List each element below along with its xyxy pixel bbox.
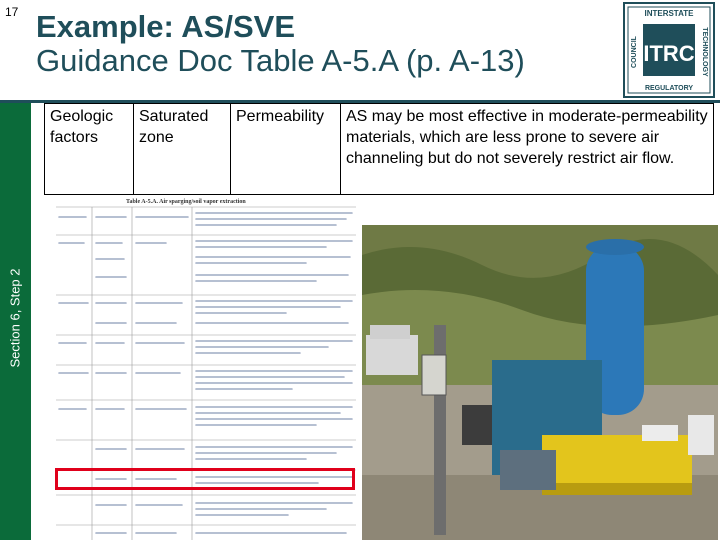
criteria-table bbox=[44, 103, 714, 195]
cell-factor: Geologic factors bbox=[45, 104, 134, 195]
page-title bbox=[36, 10, 596, 78]
logo-text-left: COUNCIL bbox=[631, 36, 638, 68]
document-caption: Table A-5.A. Air sparging/soil vapor extraction bbox=[126, 199, 246, 205]
section-label: Section 6, Step 2 bbox=[7, 268, 23, 368]
title-line-1: Example: AS/SVE bbox=[36, 9, 296, 44]
cell-note: AS may be most effective in moderate-permeability materials, which are less prone to severe air channeling but do not severely restrict air flow. bbox=[341, 104, 714, 195]
table-row bbox=[45, 104, 714, 195]
cell-parameter: Permeability bbox=[231, 104, 341, 195]
logo-text-right: TECHNOLOGY bbox=[701, 27, 708, 77]
logo-text-center: ITRC bbox=[643, 41, 695, 66]
logo-text-top: INTERSTATE bbox=[644, 9, 694, 18]
site-photo bbox=[362, 225, 718, 540]
itrc-logo bbox=[623, 2, 715, 98]
logo-text-bottom: REGULATORY bbox=[644, 85, 694, 92]
title-line-2: Guidance Doc Table A-5.A (p. A-13) bbox=[36, 43, 525, 78]
cell-zone: Saturated zone bbox=[134, 104, 231, 195]
slide-number: 17 bbox=[5, 5, 19, 19]
highlight-box bbox=[55, 468, 355, 490]
